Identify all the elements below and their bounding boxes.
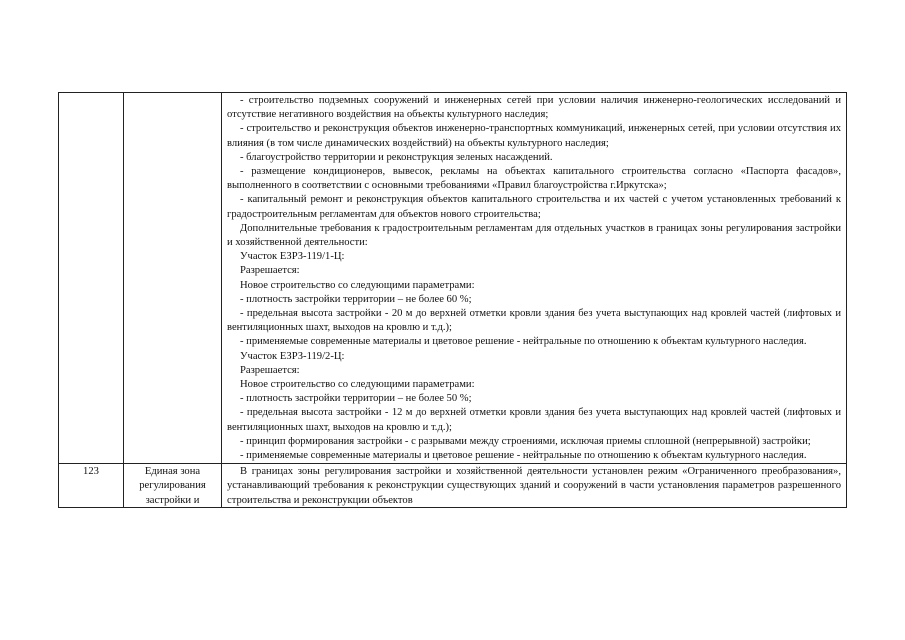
number-cell — [59, 93, 124, 464]
paragraph: Разрешается: — [240, 364, 300, 376]
regulation-table — [58, 92, 847, 508]
table-row — [59, 93, 847, 464]
paragraph: - строительство подземных сооружений и инженерных сетей при условии наличия инженерно-геологических исследований и отсутствие негативного воздействия на объекты культурного наследия; — [227, 95, 841, 121]
paragraph: Разрешается: — [240, 265, 300, 277]
paragraph: В границах зоны регулирования застройки и хозяйственной деятельности установлен режим «Ограниченного преобразования», устанавливающий требования к реконструкции существующих зданий и сооружений в части установления параметров разрешенного строительства и реконструкции объектов — [227, 466, 841, 506]
paragraph: - предельная высота застройки - 12 м до верхней отметки кровли здания без учета выступающих над кровлей частей (лифтовых и вентиляционных шахт, выходов на кровлю и т.д.); — [227, 407, 841, 433]
paragraph: - строительство и реконструкция объектов инженерно-транспортных коммуникаций, инженерных сетей, при условии отсутствия их влияния (в том числе динамических воздействий) на объекты культурного наследия; — [227, 123, 841, 149]
paragraph: Новое строительство со следующими параметрами: — [240, 379, 475, 391]
table-row — [59, 464, 847, 508]
requirements-cell — [222, 93, 847, 464]
zone-name: Единая зона регулирования застройки и — [139, 466, 206, 506]
paragraph: Участок ЕЗРЗ-119/2-Ц: — [240, 350, 345, 362]
paragraph: Новое строительство со следующими параметрами: — [240, 279, 475, 291]
paragraph: Участок ЕЗРЗ-119/1-Ц: — [240, 251, 345, 263]
zone-name-cell — [124, 93, 222, 464]
paragraph: - применяемые современные материалы и цветовое решение - нейтральные по отношению к объектам культурного наследия. — [240, 336, 807, 348]
paragraph: - принцип формирования застройки - с разрывами между строениями, исключая приемы сплошной (непрерывной) застройки; — [240, 435, 811, 447]
paragraph: - применяемые современные материалы и цветовое решение - нейтральные по отношению к объектам культурного наследия. — [240, 450, 807, 462]
paragraph: - плотность застройки территории – не более 60 %; — [240, 293, 472, 305]
paragraph: - благоустройство территории и реконструкция зеленых насаждений. — [240, 151, 553, 163]
zone-name — [124, 93, 221, 94]
requirements-cell — [222, 464, 847, 508]
number-cell — [59, 464, 124, 508]
paragraph: - плотность застройки территории – не более 50 %; — [240, 393, 472, 405]
paragraph: - капитальный ремонт и реконструкция объектов капитального строительства и их частей с учетом установленных требований к градостроительным регламентам для объектов нового строительства; — [227, 194, 841, 220]
row-number — [59, 93, 123, 94]
row-number: 123 — [83, 466, 99, 478]
paragraph: - размещение кондиционеров, вывесок, рекламы на объектах капитального строительства согласно «Паспорта фасадов», выполненного в соответствии с основными требованиями «Правил благоустройства г.Иркутска»; — [227, 166, 841, 192]
zone-name-cell — [124, 464, 222, 508]
paragraph: Дополнительные требования к градостроительным регламентам для отдельных участков в границах зоны регулирования застройки и хозяйственной деятельности: — [227, 222, 841, 249]
paragraph: - предельная высота застройки - 20 м до верхней отметки кровли здания без учета выступающих над кровлей частей (лифтовых и вентиляционных шахт, выходов на кровлю и т.д.); — [227, 308, 841, 334]
